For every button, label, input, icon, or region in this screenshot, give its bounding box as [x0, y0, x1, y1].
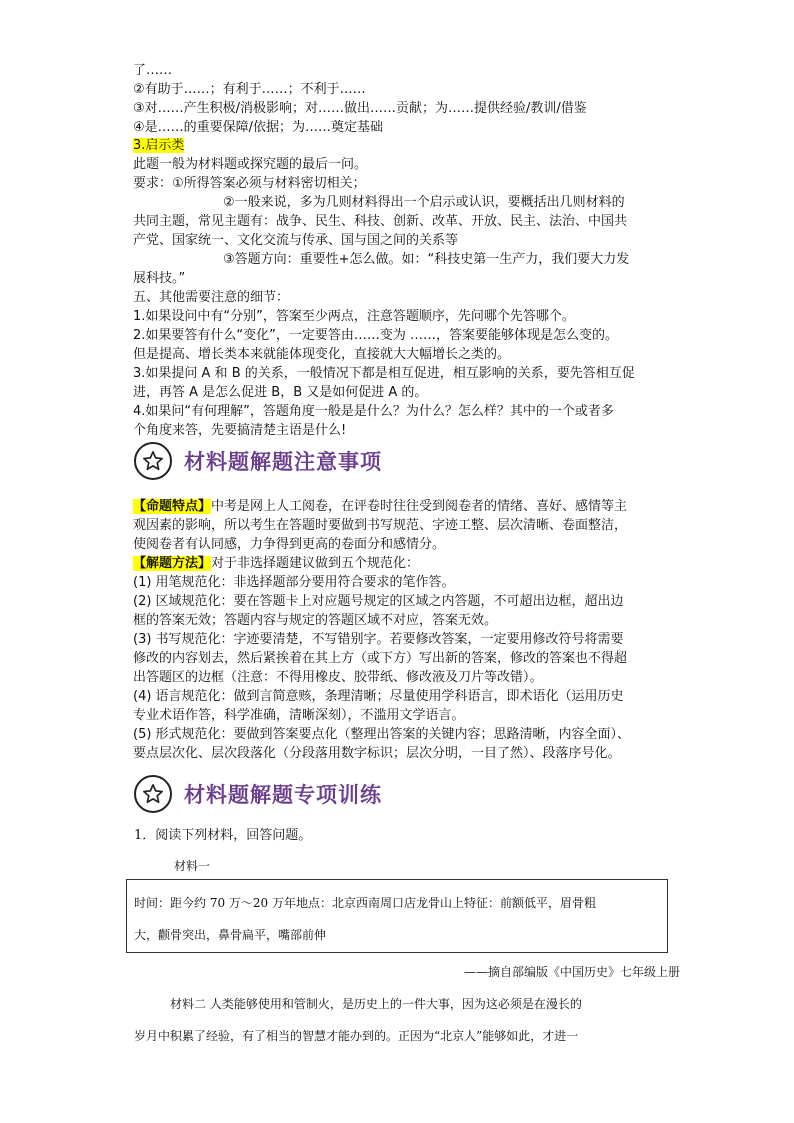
- subheading: 五、其他需要注意的细节：: [133, 290, 290, 305]
- text-line: [133, 497, 673, 516]
- section-heading: [134, 442, 674, 482]
- text-line: 此题一般为材料题或探究题的最后一问。: [133, 157, 368, 172]
- section-heading: [134, 775, 674, 815]
- text-line: ④是……的重要保障/依据；为……奠定基础: [133, 120, 384, 135]
- text-line: (4) 语言规范化：做到言简意赅，条理清晰；尽量使用学科语言，即术语化（运用历史: [133, 689, 624, 704]
- text-line: 要点层次化、层次段落化（分段落用数字标识；层次分明，一目了然）、段落序号化。: [133, 746, 621, 761]
- text-line: (2) 区域规范化：要在答题卡上对应题号规定的区域之内答题，不可超出边框，超出边: [133, 594, 624, 609]
- text-line: 了……: [133, 63, 173, 78]
- text-line: (5) 形式规范化：要做到答案要点化（整理出答案的关键内容；思路清晰，内容全面）、: [133, 727, 631, 742]
- question-line: 1．阅读下列材料，回答问题。: [134, 828, 312, 843]
- text-line: 修改的内容划去，然后紧挨着在其上方（或下方）写出新的答案，修改的答案也不得超: [133, 651, 628, 666]
- section-title: 材料题解题注意事项: [184, 450, 382, 474]
- material-box: [126, 879, 668, 953]
- text-line: 个角度来答，先要搞清楚主语是什么!: [133, 423, 347, 438]
- text-line: 框的答案无效；答题内容与规定的答题区域不对应，答案无效。: [133, 613, 498, 628]
- text-line: 要求：①所得答案必须与材料密切相关；: [133, 176, 366, 191]
- text-line: 1.如果设问中有“分别”，答案至少两点，注意答题顺序，先问哪个先答哪个。: [133, 309, 575, 324]
- text-line: 观因素的影响，所以考生在答题时要做到书写规范、字迹工整、层次清晰、卷面整洁，: [133, 518, 628, 533]
- text-line: (1) 用笔规范化：非选择题部分要用符合要求的笔作答。: [133, 575, 455, 590]
- text-line: 材料二 人类能够使用和管制火，是历史上的一件大事，因为这必须是在漫长的: [170, 997, 582, 1011]
- text-line: 2.如果要答有什么“变化”，一定要答由……变为 ……，答案要能够体现是怎么变的。: [133, 328, 619, 343]
- text-line: 出答题区的边框（注意：不得用橡皮、胶带纸、修改液及刀片等改错）。: [133, 670, 543, 685]
- text-line: 展科技。”: [133, 271, 186, 286]
- text-line: (3) 书写规范化：字迹要清楚，不写错别字。若要修改答案，一定要用修改符号将需要: [133, 632, 624, 647]
- star-icon: [134, 442, 172, 480]
- text-line: ③对……产生积极/消极影响；对……做出……贡献；为……提供经验/教训/借鉴: [133, 101, 587, 116]
- text-line: 产党、国家统一、文化交流与传承、国与国之间的关系等: [133, 233, 459, 248]
- text-line: 3.如果提问 A 和 B 的关系，一般情况下都是相互促进，相互影响的关系，要先答相互促: [133, 366, 635, 381]
- highlighted-heading: 3.启示类: [133, 138, 185, 153]
- text-line: [133, 554, 673, 573]
- text-line: 专业术语作答，科学准确，清晰深刻），不滥用文学语言。: [133, 708, 465, 723]
- text-line: 使阅卷者有认同感，力争得到更高的卷面分和感情分。: [133, 537, 446, 552]
- text-line: 进，再答 A 是怎么促进 B，B 又是如何促进 A 的。: [133, 385, 428, 400]
- material-label: 材料一: [174, 859, 211, 873]
- tag-text: 对于非选择题建议做到五个规范化：: [211, 556, 420, 571]
- text-line: 共同主题，常见主题有：战争、民生、科技、创新、改革、开放、民主、法治、中国共: [133, 214, 628, 229]
- text-line: ②一般来说，多为几则材料得出一个启示或认识，要概括出几则材料的: [223, 195, 625, 210]
- material-box-line: 大，颧骨突出，鼻骨扁平，嘴部前伸: [134, 928, 327, 942]
- tag-label: 【命题特点】: [133, 499, 212, 514]
- source-citation: ——摘自部编版《中国历史》七年级上册: [463, 965, 680, 979]
- subheading: [133, 136, 673, 155]
- material-box-line: 时间：距今约 70 万～20 万年地点：北京西南周口店龙骨山上特征：前额低平，眉骨粗: [134, 896, 596, 910]
- text-line: 但是提高、增长类本来就能体现变化，直接就大大幅增长之类的。: [133, 347, 511, 362]
- tag-text: 中考是网上人工阅卷，在评卷时往往受到阅卷者的情绪、喜好、感情等主: [211, 499, 628, 514]
- text-line: ③答题方向：重要性+怎么做。如：“科技史第一生产力，我们要大力发: [223, 252, 630, 267]
- section-title: 材料题解题专项训练: [184, 783, 382, 807]
- text-line: 岁月中积累了经验，有了相当的智慧才能办到的。正因为“北京人”能够如此，才进一: [134, 1029, 579, 1043]
- tag-label: 【解题方法】: [133, 556, 212, 571]
- text-line: 4.如果问“有何理解”，答题角度一般是是什么？为什么？怎么样？其中的一个或者多: [133, 404, 614, 419]
- text-line: ②有助于……；有利于……；不利于……: [133, 82, 366, 97]
- star-icon: [134, 775, 172, 813]
